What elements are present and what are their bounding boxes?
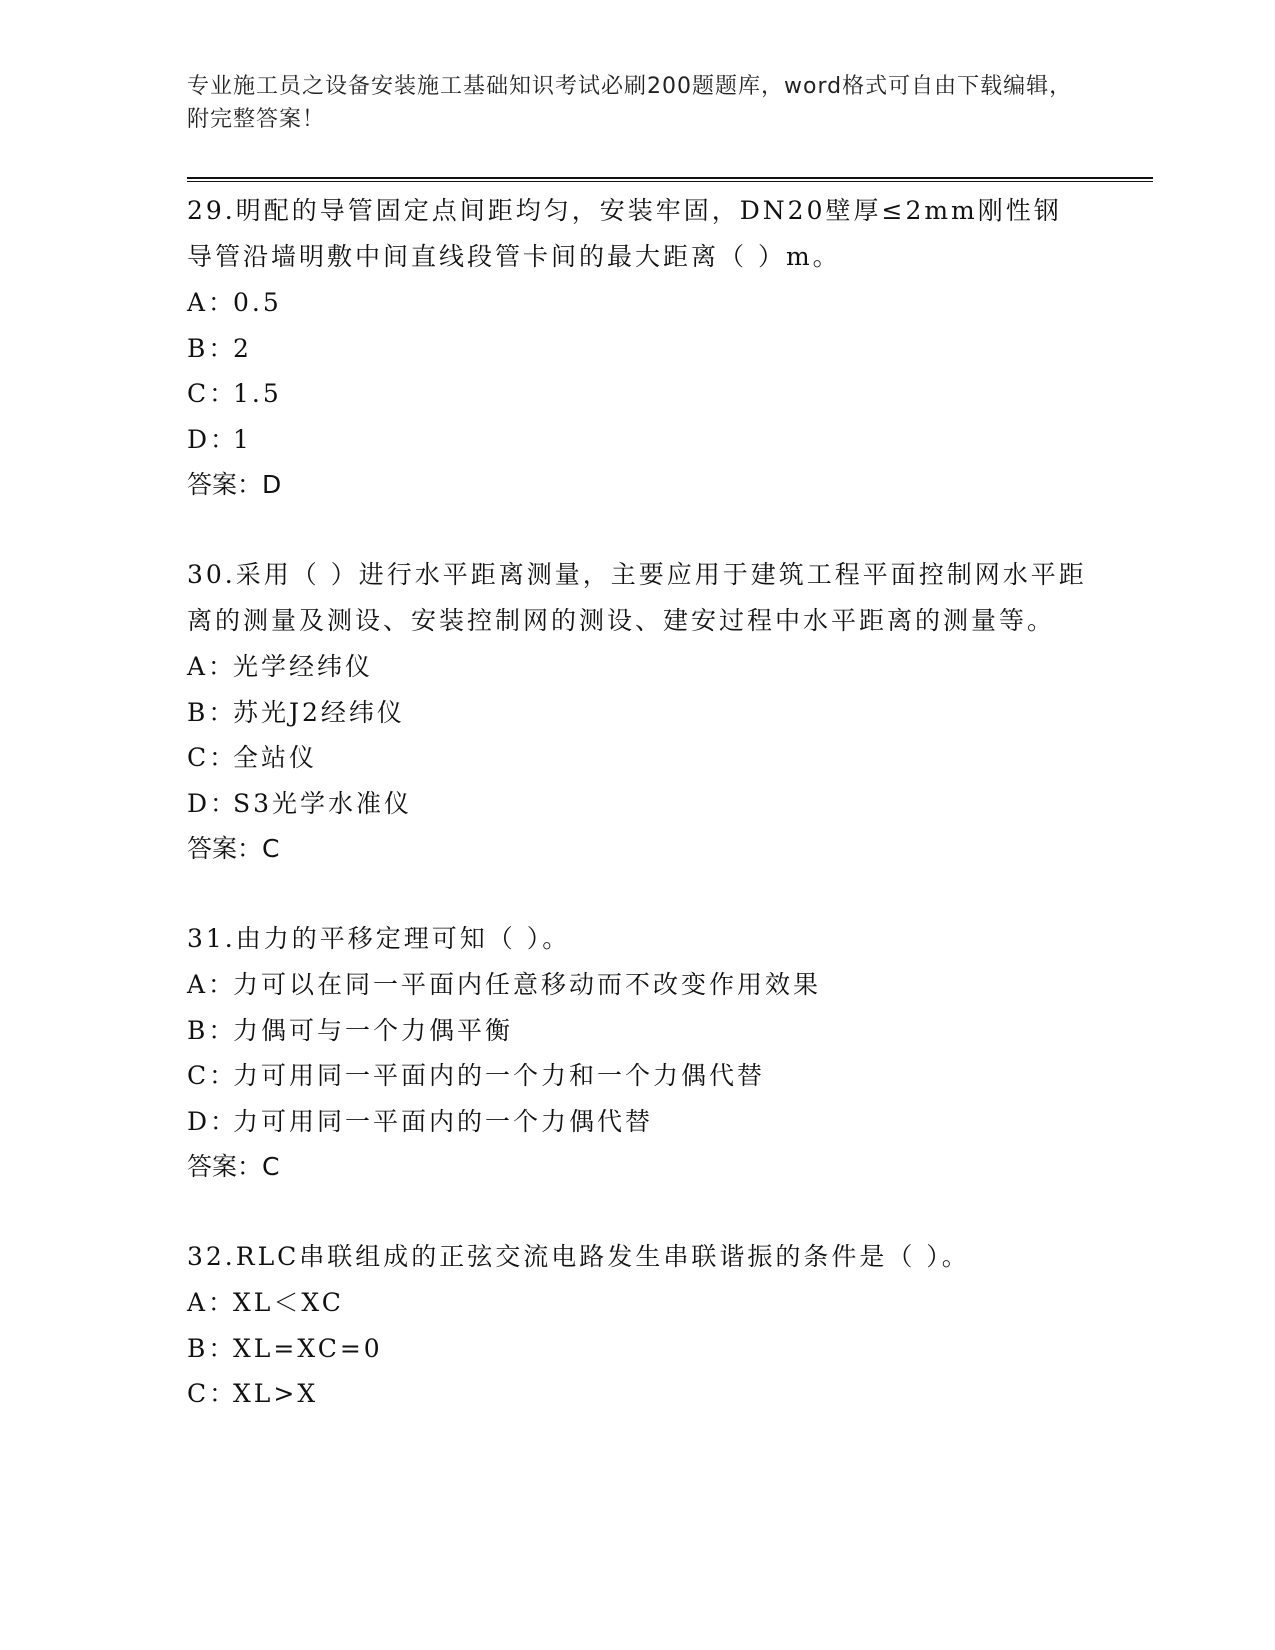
option-letter: D：: [187, 424, 239, 454]
option-a: [187, 280, 1087, 326]
question-31: [187, 916, 1087, 1190]
option-a: [187, 644, 1087, 690]
option-text: 力可用同一平面内的一个力偶代替: [233, 1106, 654, 1136]
question-32: [187, 1234, 1087, 1417]
option-letter: B：: [187, 1015, 237, 1045]
answer-line: 答案：C: [187, 1152, 280, 1181]
option-text: 1.5: [233, 379, 282, 408]
option-b: [187, 1326, 1087, 1372]
option-letter: C：: [187, 1379, 238, 1408]
option-text: 光学经纬仪: [233, 652, 374, 681]
option-d: [187, 417, 1087, 463]
option-c: [187, 371, 1087, 417]
option-text: S3光学水准仪: [233, 788, 413, 818]
option-letter: B：: [187, 333, 237, 363]
option-a: [187, 1280, 1087, 1326]
option-a: [187, 962, 1087, 1008]
option-text: 力可以在同一平面内任意移动而不改变作用效果: [233, 970, 822, 999]
question-list: [187, 188, 1087, 1461]
option-text: XL=XC=0: [233, 1333, 383, 1363]
option-letter: A：: [187, 1288, 237, 1317]
question-stem: 30.采用（ ）进行水平距离测量，主要应用于建筑工程平面控制网水平距离的测量及测设、安装控制网的测设、建安过程中水平距离的测量等。: [187, 560, 1087, 635]
question-stem: 31.由力的平移定理可知（ ）。: [187, 924, 571, 953]
question-stem: 29.明配的导管固定点间距均匀，安装牢固，DN20壁厚≤2mm刚性钢导管沿墙明敷中间直线段管卡间的最大距离（ ）m。: [187, 196, 1062, 271]
option-c: [187, 1053, 1087, 1099]
question-30: [187, 552, 1087, 872]
answer-line: 答案：D: [187, 470, 282, 499]
option-d: [187, 1099, 1087, 1145]
option-d: [187, 781, 1087, 827]
option-letter: C：: [187, 743, 238, 772]
option-letter: B：: [187, 1333, 237, 1363]
option-b: [187, 690, 1087, 736]
option-letter: B：: [187, 697, 237, 727]
option-letter: A：: [187, 970, 237, 999]
option-text: 苏光J2经纬仪: [233, 697, 405, 727]
option-text: 2: [233, 333, 252, 363]
option-letter: C：: [187, 379, 238, 408]
option-letter: D：: [187, 788, 239, 818]
option-text: 力偶可与一个力偶平衡: [233, 1015, 514, 1045]
option-letter: A：: [187, 288, 237, 317]
option-text: 0.5: [233, 288, 282, 317]
option-text: 力可用同一平面内的一个力和一个力偶代替: [233, 1061, 766, 1090]
header-divider: [187, 177, 1153, 182]
option-b: [187, 326, 1087, 372]
option-text: 全站仪: [233, 743, 318, 772]
option-b: [187, 1008, 1087, 1054]
document-header: [187, 70, 1087, 136]
answer-line: 答案：C: [187, 834, 280, 863]
question-29: [187, 188, 1087, 508]
option-text: XL＜XC: [233, 1288, 344, 1317]
option-text: XL>X: [233, 1379, 319, 1408]
option-letter: C：: [187, 1061, 238, 1090]
option-c: [187, 735, 1087, 781]
header-title: 专业施工员之设备安装施工基础知识考试必刷200题题库，word格式可自由下载编辑，附完整答案！: [187, 74, 1073, 132]
option-text: 1: [233, 424, 252, 454]
option-letter: D：: [187, 1106, 239, 1136]
option-letter: A：: [187, 652, 237, 681]
option-c: [187, 1371, 1087, 1417]
question-stem: 32.RLC串联组成的正弦交流电路发生串联谐振的条件是（ ）。: [187, 1242, 970, 1271]
